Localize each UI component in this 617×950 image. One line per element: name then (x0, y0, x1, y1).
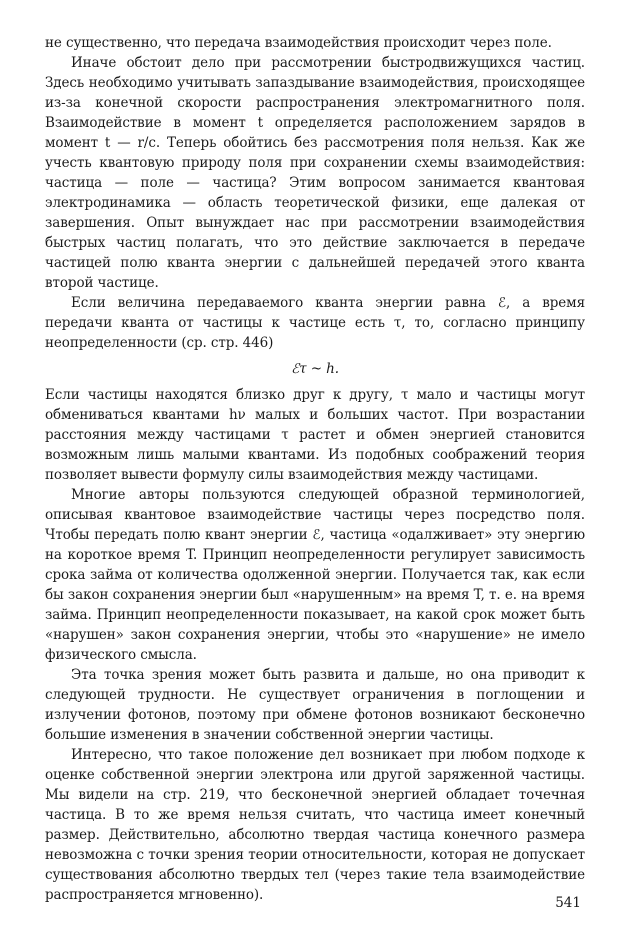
paragraph-5: Многие авторы пользуются следующей образной терминологией, описывая квантовое взаимодействие частицы через посредство поля. Чтобы передать полю квант энергии ℰ, частица «одалживает» эту энергию на короткое время T. Принцип неопределенности регулирует зависимость срока займа от количества одолженной энергии. Получается так, как если бы закон сохранения энергии был «нарушенным» на время T, т. е. на время займа. Принцип неопределенности показывает, на какой срок может быть «нарушен» закон сохранения энергии, чтобы это «нарушение» не имело физического смысла. (45, 487, 585, 663)
paragraph-7: Интересно, что такое положение дел возникает при любом подходе к оценке собственной энергии электрона или другой заряженной частицы. Мы видели на стр. 219, что бесконечной энергией обладает точечная частица. В то же время нельзя считать, что частица имеет конечный размер. Действительно, абсолютно твердая частица конечного размера невозможна с точки зрения теории относительности, которая не допускает существования абсолютно твердых тел (через такие тела взаимодействие распространяется мгновенно). (45, 747, 585, 903)
page-body (45, 33, 585, 905)
formula-uncertainty: ℰτ ~ h. (291, 361, 339, 377)
paragraph-1: не существенно, что передача взаимодействия происходит через поле. (45, 35, 552, 51)
paragraph-4: Если частицы находятся близко друг к другу, τ мало и частицы могут обмениваться квантами hν малых и больших частот. При возрастании расстояния между частицами τ растет и обмен энергией становится возможным лишь малыми квантами. Из подобных соображений теория позволяет вывести формулу силы взаимодействия между частицами. (45, 387, 585, 483)
page-number: 541 (555, 895, 581, 911)
paragraph-6: Эта точка зрения может быть развита и дальше, но она приводит к следующей трудности. Не существует ограничения в поглощении и излучении фотонов, поэтому при обмене фотонов возникают бесконечно большие изменения в значении собственной энергии частицы. (45, 667, 585, 743)
paragraph-3: Если величина передаваемого кванта энергии равна ℰ, а время передачи кванта от частицы к частице есть τ, то, согласно принципу неопределенности (ср. стр. 446) (45, 295, 585, 351)
paragraph-2: Иначе обстоит дело при рассмотрении быстродвижущихся частиц. Здесь необходимо учитывать запаздывание взаимодействия, происходящее из-за конечной скорости распространения электромагнитного поля. Взаимодействие в момент t определяется расположением зарядов в момент t — r/c. Теперь обойтись без рассмотрения поля нельзя. Как же учесть квантовую природу поля при сохранении схемы взаимодействия: частица — поле — частица? Этим вопросом занимается квантовая электродинамика — область теоретической физики, еще далекая от завершения. Опыт вынуждает нас при рассмотрении взаимодействия быстрых частиц полагать, что это действие заключается в передаче частицей полю кванта энергии с дальнейшей передачей этого кванта второй частице. (45, 55, 585, 291)
